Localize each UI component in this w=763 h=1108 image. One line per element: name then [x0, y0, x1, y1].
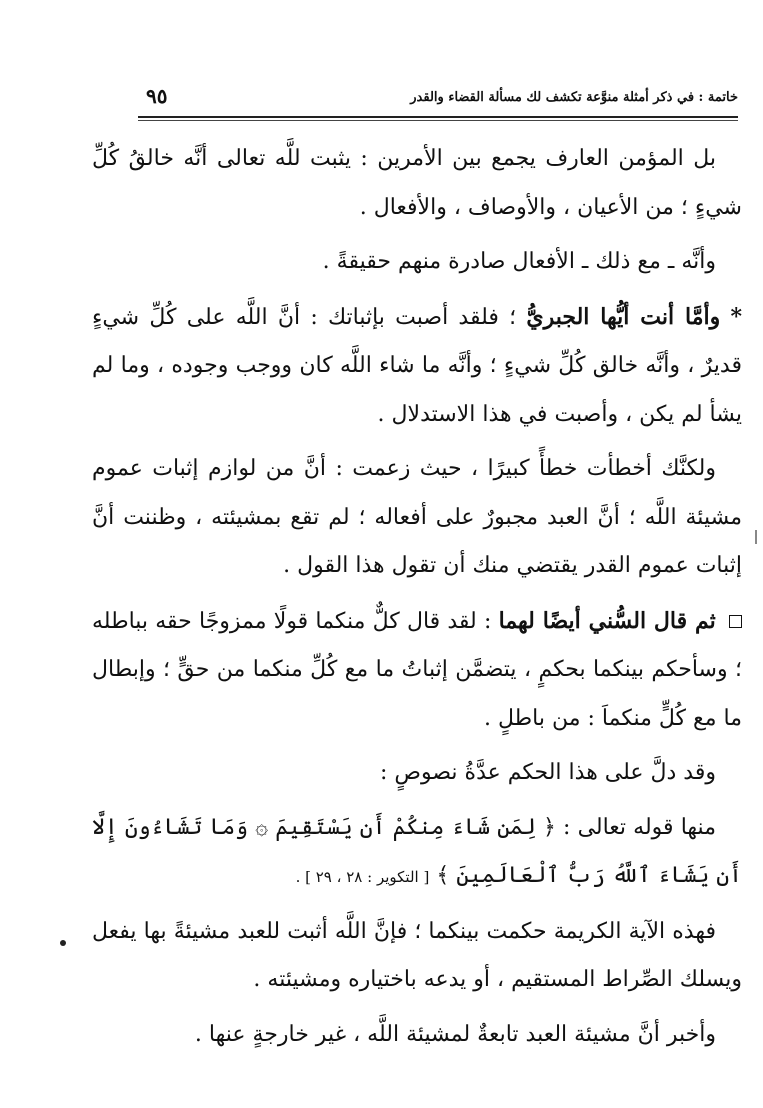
edge-mark — [755, 530, 757, 544]
paragraph-8 — [92, 908, 742, 1005]
paragraph-8-text: فهذه الآية الكريمة حكمت بينكما ؛ فإنَّ اللَّه أثبت للعبد مشيئةً بها يفعل ويسلك الصِّراط المستقيم ، أو يدعه باختياره ومشيئته . — [92, 918, 742, 992]
paragraph-7-intro: منها قوله تعالى : — [563, 814, 716, 840]
paragraph-5-text: : لقد قال كلٌّ منكما قولًا ممزوجًا حقه بباطله ؛ وسأحكم بينكما بحكمٍ ، يتضمَّن إثباتُ ما مع كُلِّ منكما من حقٍّ ؛ وإبطال ما مع كُلٍّ منكماَ : من باطلٍ . — [92, 608, 742, 731]
paragraph-4-text: ولكنَّك أخطأت خطأً كبيرًا ، حيث زعمت : أنَّ من لوازم إثبات عموم مشيئة اللَّه ؛ أنَّ العبد مجبورٌ على أفعاله ؛ لم تقع بمشيئته ، وظننت أنَّ إثبات عموم القدر يقتضي منك أن تقول هذا القول . — [92, 456, 742, 578]
square-bullet-icon — [729, 615, 742, 628]
header-title: خاتمة : في ذكر أمثلة منوَّعة تكشف لك مسألة القضاء والقدر — [410, 90, 738, 105]
asterisk-mark: * — [730, 303, 742, 330]
header-rule-thin — [138, 120, 738, 121]
paragraph-2-text: وأنَّه ـ مع ذلك ـ الأفعال صادرة منهم حقيقةً . — [322, 249, 716, 274]
paragraph-7 — [92, 804, 742, 902]
page-number: ٩٥ — [146, 84, 168, 108]
verse-reference: [ التكوير : ٢٨ ، ٢٩ ] . — [295, 868, 430, 886]
running-header — [138, 84, 738, 114]
margin-dot — [60, 940, 66, 946]
paragraph-3-text: ؛ فلقد أصبت بإثباتك : أنَّ اللَّه على كُلِّ شيءٍ قديرٌ ، وأنَّه خالق كُلِّ شيءٍ ؛ وأنَّه ما شاء اللَّه كان ووجب وجوده ، وما لم يشأ لم يكن ، وأصبت في هذا الاستدلال . — [92, 304, 742, 427]
paragraph-1 — [92, 135, 742, 232]
page-body — [92, 135, 742, 1065]
paragraph-3-heading: وأمَّا أنت أيُّها الجبريُّ — [526, 303, 721, 330]
header-rule — [138, 116, 738, 118]
paragraph-9-text: وأخبر أنَّ مشيئة العبد تابعةٌ لمشيئة اللَّه ، غير خارجةٍ عنها . — [194, 1021, 716, 1047]
paragraph-4 — [92, 445, 742, 591]
paragraph-3 — [92, 293, 742, 440]
paragraph-6 — [92, 749, 742, 798]
paragraph-1-text: بل المؤمن العارف يجمع بين الأمرين : يثبت للَّه تعالى أنَّه خالقُ كُلِّ شيءٍ ؛ من الأعيان ، والأوصاف ، والأفعال . — [92, 146, 742, 220]
paragraph-2 — [92, 238, 742, 287]
paragraph-6-text: وقد دلَّ على هذا الحكم عدَّةُ نصوصٍ : — [379, 760, 716, 785]
paragraph-9 — [92, 1011, 742, 1060]
quran-verse: ﴿ لِمَن شَاءَ مِنكُمْ أَن يَسْتَقِيمَ ۞ وَمَا تَشَاءُونَ إِلَّا أَن يَشَاءَ ٱللَّهُ رَبُّ ٱلْعَالَمِينَ ﴾ — [92, 814, 742, 888]
paragraph-5 — [92, 597, 742, 744]
paragraph-5-heading: ثم قال السُّني أيضًا لهما — [498, 607, 716, 634]
